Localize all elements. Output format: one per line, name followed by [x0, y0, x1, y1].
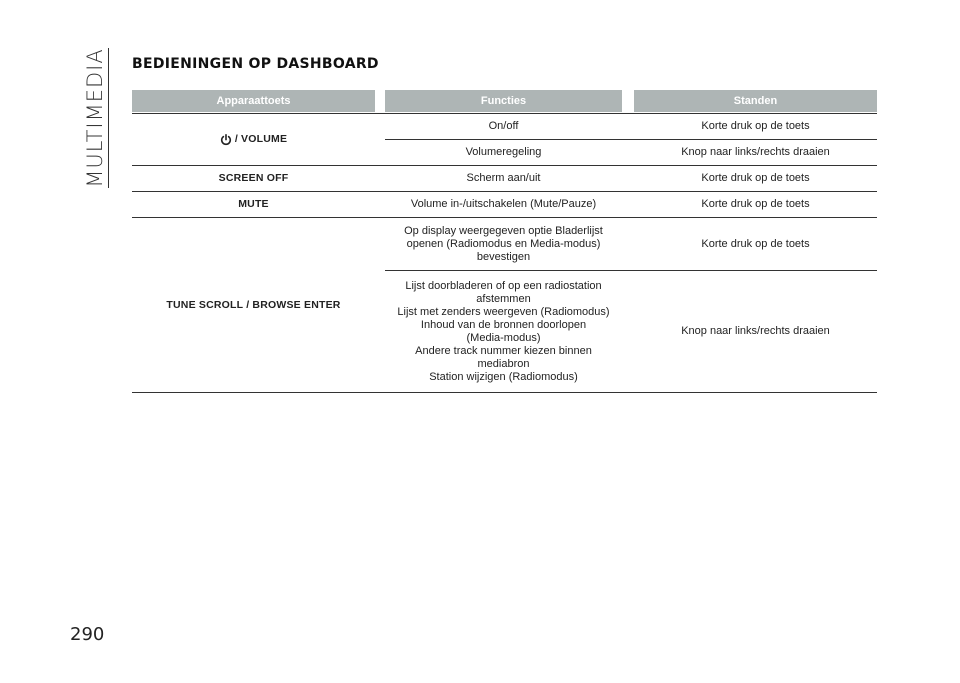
function-scroll-list — [385, 271, 622, 392]
function-line: Lijst doorbladeren of op een radiostation — [405, 279, 602, 292]
header-apparaattoets: Apparaattoets — [132, 90, 375, 112]
function-line: openen (Radiomodus en Media-modus) — [406, 237, 601, 250]
page-number: 290 — [70, 624, 105, 645]
function-line: Station wijzigen (Radiomodus) — [429, 370, 578, 383]
volume-key-label: / VOLUME — [234, 133, 288, 145]
chapter-divider — [108, 48, 109, 188]
power-icon — [220, 134, 232, 146]
table-row-mute-key: MUTE — [238, 198, 269, 210]
table-row-tune-key: TUNE SCROLL / BROWSE ENTER — [166, 298, 341, 311]
table-header — [132, 90, 877, 112]
function-volume-control: Volumeregeling — [465, 146, 542, 158]
header-functies: Functies — [385, 90, 622, 112]
table-row-screen-off-key: SCREEN OFF — [218, 172, 289, 184]
position-rotate-knob: Knop naar links/rechts draaien — [681, 146, 830, 158]
position-short-press: Korte druk op de toets — [701, 237, 810, 250]
function-line: (Media-modus) — [466, 331, 541, 344]
function-screen-toggle: Scherm aan/uit — [466, 172, 541, 184]
function-line: Op display weergegeven optie Bladerlijst — [404, 224, 603, 237]
function-line: Lijst met zenders weergeven (Radiomodus) — [397, 305, 610, 318]
function-line: mediabron — [477, 357, 530, 370]
function-line: afstemmen — [476, 292, 531, 305]
position-short-press: Korte druk op de toets — [701, 198, 810, 210]
function-line: bevestigen — [476, 250, 531, 263]
position-short-press: Korte druk op de toets — [701, 172, 810, 184]
header-standen: Standen — [634, 90, 877, 112]
table-row-volume-key — [132, 114, 375, 165]
chapter-name: MULTIMEDIA — [83, 48, 107, 188]
position-rotate-knob: Knop naar links/rechts draaien — [681, 325, 830, 337]
function-mute-toggle: Volume in-/uitschakelen (Mute/Pauze) — [410, 198, 597, 210]
function-on-off: On/off — [488, 120, 519, 132]
position-short-press: Korte druk op de toets — [701, 120, 810, 132]
table-rule — [132, 392, 877, 393]
section-title: BEDIENINGEN OP DASHBOARD — [132, 56, 379, 72]
function-line: Inhoud van de bronnen doorlopen — [420, 318, 587, 331]
function-confirm-browse-list — [385, 218, 622, 270]
chapter-side-label — [80, 48, 110, 188]
function-line: Andere track nummer kiezen binnen — [415, 344, 592, 357]
